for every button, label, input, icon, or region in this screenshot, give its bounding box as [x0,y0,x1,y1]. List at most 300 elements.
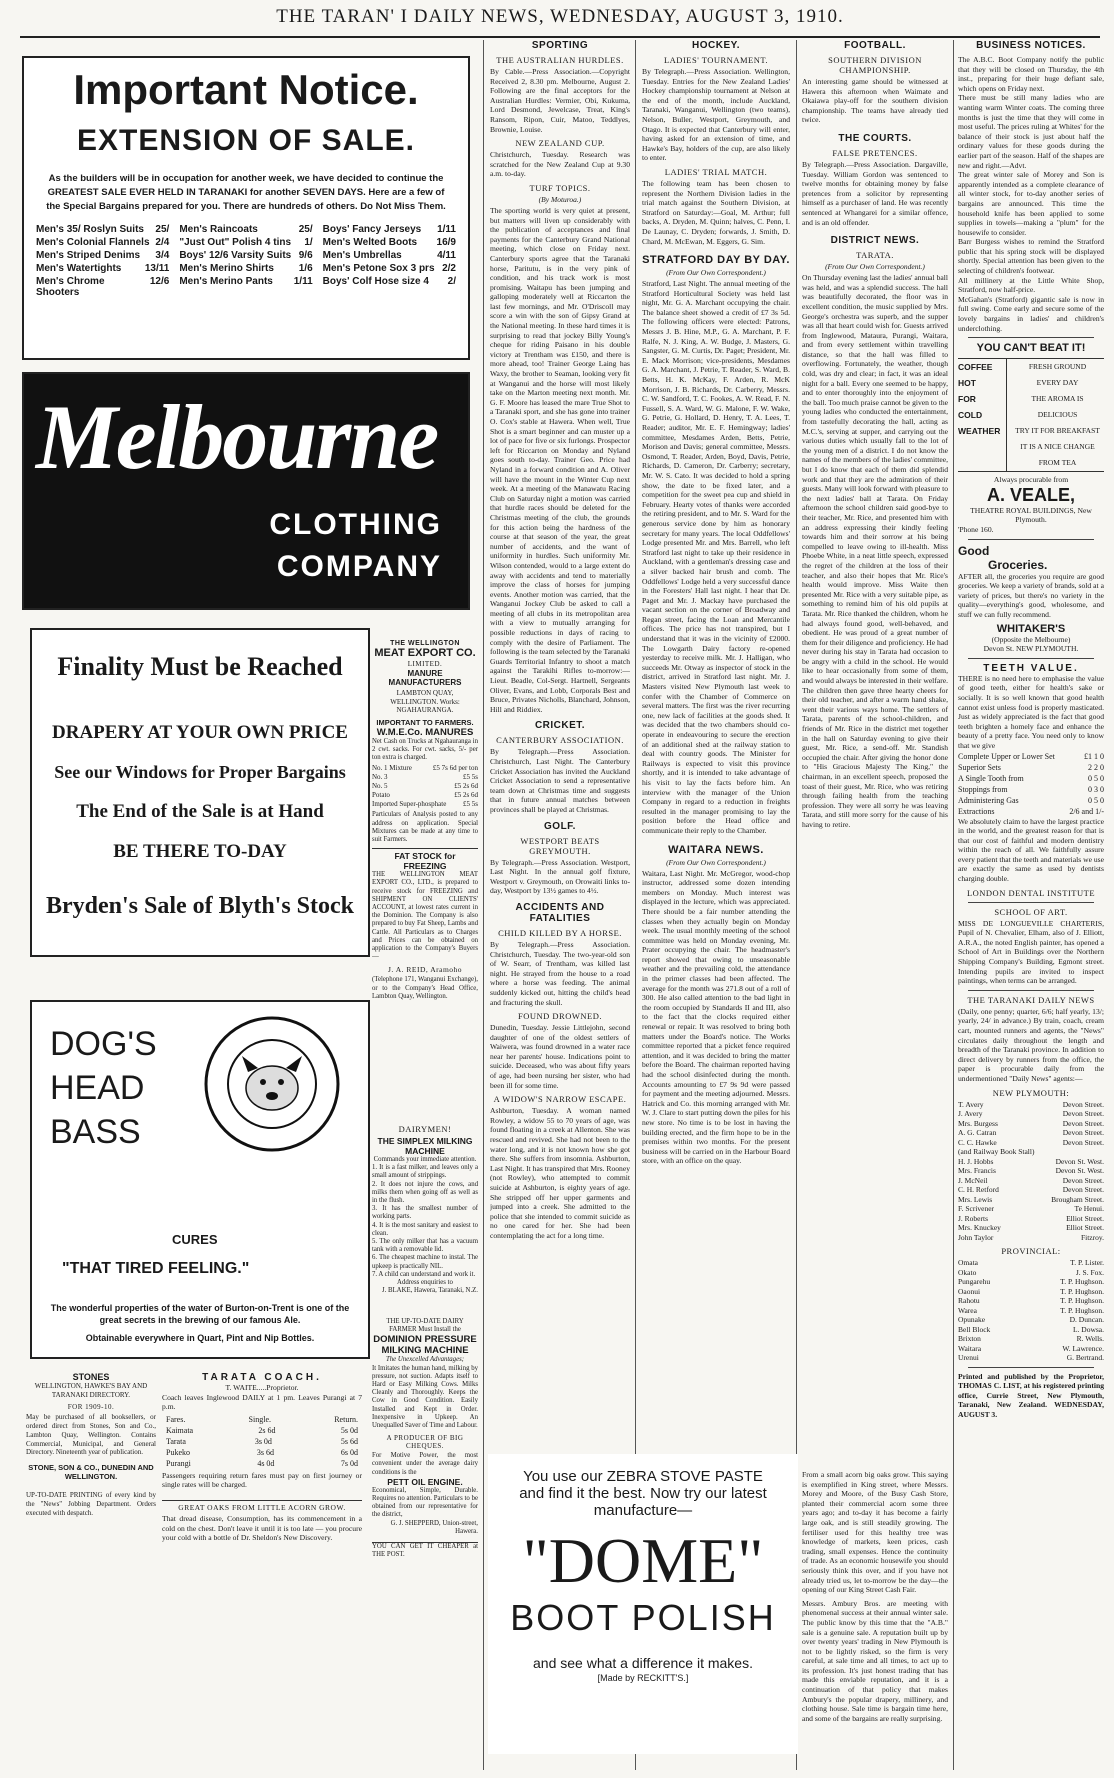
coffee-phrase: FRESH GROUND [1028,362,1087,372]
wme-row-name: No. 3 [372,773,388,782]
agent-location: Devon Street. [1062,1128,1104,1138]
agent-row [958,1296,1104,1306]
veale-name: A. VEALE, [986,484,1075,505]
agent-row [958,1119,1104,1129]
groceries-title: Groceries. [988,557,1048,572]
coffee-word: FOR [958,394,976,405]
byline: (From Our Own Correspondent.) [666,857,766,867]
headline: A WIDOW'S NARROW ESCAPE. [493,1094,627,1105]
article-body: By Telegraph.—Press Association. Christchurch, Last Night. The Canterbury Cricket Association has invited the Auckland Cricket Association to send a representative team down at Christmas time and suggests that in future annual matches between provinces shall be played at Christmas. [490,747,630,814]
dogs-line: BASS [50,1113,141,1151]
fare-cell: 7s 0d [340,1458,358,1468]
agent-row [958,1268,1104,1278]
simplex-agent: J. BLAKE, Hawera, Taranaki, N.Z. [381,1287,478,1295]
agent-location: Te Henui. [1074,1204,1104,1214]
article-body: An interesting game should be witnessed at Hawera this afternoon when Waimate and Okaiawa play-off for the southern division championship. The teams have already tied twice. [802,77,948,125]
dogs-cures: CURES [172,1232,218,1247]
agent-name: Warea [958,1305,977,1315]
groceries-body: AFTER all, the groceries you require are good groceries. We keep a variety of brands, sold at a variety of prices, but there's no variety in the quality—everything's good, wholesome, and stuff we can fully recommend. [958,571,1104,619]
dominion-foot: Economical, Simple, Durable. Requires no attention. Particulars to be obtained from our representative for the district, [372,1486,478,1519]
agent-row [958,1315,1104,1325]
agent-name: F. Scrivener [958,1204,995,1214]
section-business: BUSINESS NOTICES. [976,40,1086,51]
price-item [323,263,456,274]
veale-always: Always procurable from [993,475,1069,485]
agent-name: Okato [958,1267,977,1277]
headline: WESTPORT BEATS GREYMOUTH. [520,835,600,856]
wme-manure: MANURE MANUFACTURERS [388,669,462,687]
wme-farmers: IMPORTANT TO FARMERS. [376,717,474,727]
dome-made-by: [Made by RECKITT'S.] [597,1673,689,1683]
zebra-line3: manufacture— [593,1502,693,1519]
agent-name: J. McNeil [958,1175,988,1185]
price-list [36,224,456,298]
cheaper-post: YOU CAN GET IT CHEAPER at THE POST. [372,1543,478,1559]
melbourne-clothing-ad [22,372,470,610]
dairymen-title: DAIRYMEN! [398,1124,452,1134]
agent-location: Devon St. West. [1055,1166,1104,1176]
extension-sale-title: EXTENSION OF SALE. [76,124,416,157]
boot-polish-title: BOOT POLISH [510,1597,776,1638]
stones-title: STONES [72,1372,110,1382]
wme-fat-body: THE WELLINGTON MEAT EXPORT CO., LTD., is prepared to receive stock for FREEZING and SHIPMENT ON CLIENTS' ACCOUNT, at lowest rates current in the Dominion. The Company is also prepared to buy Fat Sheep, Lambs and Cattle. All Particulars as to Charges and Prices can be obtained on application to the Company's Buyers — [372,871,478,961]
veale-address: THEATRE ROYAL BUILDINGS, New Plymouth. [970,505,1092,525]
simplex-points [372,1164,478,1279]
price-item-name: Men's Watertights [36,263,122,274]
section-football: FOOTBALL. [844,40,906,51]
price-item [323,224,456,235]
section-district-news: DISTRICT NEWS. [830,235,920,247]
stones-year: FOR 1909-10. [67,1403,115,1412]
finality-line: The End of the Sale is at Hand [76,801,324,822]
price-item-value: 16/9 [436,237,456,248]
article-body: By Telegraph.—Press Association. Dargaville, Tuesday. William Gordon was sentenced to twelve months for obtaining money by false pretences from a solicitor by representing himself as a purchaser of land. He was recently sentenced at Whangarei for a similar offence, and is an old offender. [802,159,948,227]
coffee-word: COFFEE [958,362,993,373]
agent-location: G. Bertrand. [1066,1353,1104,1363]
agent-location: Devon Street. [1062,1118,1104,1128]
wme-note: Net Cash on Trucks at Ngahauranga in 2 cwt. sacks. For cwt. sacks, 5/- per ton extra is charged. [372,737,478,762]
finality-sale-ad [30,628,370,957]
article-body: The sporting world is very quiet at present, but matters will liven up considerably with the publication of acceptances and final payments for the Canterbury Grand National meeting, which close on Friday next. Canterbury sports agree that the Taranaki horse, Paritutu, is in the very pink of condition, and his track work is most promising. Waitapu has been jumping and galloping moderately well at Riccarton the last few mornings, and Mr. O'Driscoll may score a win with the son of Gipsy Grand at the National meeting. In these hard times it is surprising to read that jockey Billy Young's cheque for riding Paisano in his double victory at Trentham was £150, and there is more ahead, too! Trainer George Laing has Waxy, the brother to Seaman, looking very fit at Wanganui and the horse will most likely take on the Marton meeting next month. Mr. G. F. Moore has leased the mare True Shot to a Taranaki sport, and she has gone into trainer O. Cox's stable at Hawera. When well, True Shot is a smart beginner and can muster up a lot of pace for five or six furlongs. Prospector left for Riccarton on Monday and Nyland goes south to-day. Trainer Geo. Price had Nyland in a forward condition and A. Oliver will have the mount in the Winter Cup next week. At a meeting of the Manawatu Racing Club on Saturday night a motion was carried that hurdle races should be deleted for the Christmas meeting of the club, the grounds for this action being the hardness of the course at that season of the year, the great number of accidents, and the want of uniformity in hurdles. Such uniformity Mr. Wilson contended, would to a large extent do away with accidents and tend to materially improve the class of horses for jumping events. Another motion was carried, that the Wanganui Jockey Club be asked to call a meeting of all clubs in its metropolitan area with a view to mutually arranging for possible reductions in days of racing to comply with the desire of Parliament. The following is the team selected by the Taranaki Guards Territorial Infantry to shoot a match against the Tarakihi Rifles to-morrow:—Lieut. Beadle, Col-Sergt. Hartnell, Sergeants Oliver, Evans, and Lobb, Corporals Best and Bruce, Privates Nicholls, Blanchard, Johnson, Hill and Riddiex. [490,205,630,714]
notice: The A.B.C. Boot Company notify the public that they will be closed on Thursday, the 4th inst., preparing for their huge defiant sale, which opens on Friday next. [958,55,1104,93]
wme-row [372,800,478,809]
dominion-agent: G. J. SHEPPERD, Union-street, Hawera. [390,1519,478,1535]
agent-row [958,1325,1104,1335]
cant-beat-title: YOU CAN'T BEAT IT! [976,342,1086,355]
agent-row [958,1334,1104,1344]
article-body: From a small acorn big oaks grow. This saying is exemplified in King street, where Messrs. Morey and Moore, of the Busy Cash Store, planted their commercial acorn some three years ago; and to-day it has become a fairly large oak, and is still steadily growing. The fertiliser used for this healthy tree was knowledge of markets, keen prices, cash trading, small expenses. Hence the continuity of trade. As an economic housewife you should seriously think this over, and if you have not already tried us, let to-morrow be the day—the opening of our King Street Cash Fair. [802,1470,948,1595]
price-item-name: "Just Out" Polish 4 tins [179,237,292,248]
price-item-name: Men's 35/ Roslyn Suits [36,224,144,235]
fare-cell: 6s 0d [340,1447,358,1457]
price-item-name: Men's Merino Shirts [179,263,274,274]
price-item-value: 12/6 [149,276,170,287]
article-body: Stratford, Last Night. The annual meeting of the Stratford Horticultural Society was held last night, Mr. G. A. Marchant occupying the chair. The balance sheet showed a credit of £7 3s 5d. The following officers were elected: Patrons, Messrs J. B. Hine, M.P., G. A. Marchant, P. F. Ralfe, N. J. King, A. W. Budge, J. Masters, G. Sangster, G. M. Curtis, Dr. Paget; President, Mr. E. Mack Morrison; vice-presidents, Mesdames G. A. Marchant, J. Petrie, T. Reader, S. Ward, B. Betts, H. K. McKay, F. Arden, R. McK Morrison, J. B. Richards, Dr. Carberry, Messrs. C. W. Sandford, T. C. Fookes, A. W. Read, F. N. Fussell, S. A. Ward, W. G. Malone, F. W. Wake, G. Petrie, G. Hollard, D. Henry, T. A. Lees, T. Reader; auditor, Mr. E. F. Hemingway; ladies' committee, Mesdames Arden, Betts, Petrie, Morison and Davis; general committee, Messrs. Osmond, T. Reader, Arden, Boyd, Davis, Petrie, Richards, D. Cameron, Dr. Carberry; secretary, Mr. W. S. Cato. It was decided to hold a spring show, the date to be fixed later, and a competition for the sweet pea cup and shield in February. Hearty votes of thanks were accorded the retiring president, and to Mr. S. Ward for the generous service done by him as honorary secretary for many years. The local Oddfellows' Lodge presented Mr. and Mrs. Barrell, who left Stratford last night to take up their residence in Auckland, with a gentleman's dressing case and a silver backed hair brush and comb. The Oddfellows' Lodge held a very successful dance in the Foresters' Hall last night. I hear that Dr. Paget and Mr. J. Mackay have purchased the vacant section on the corner of Broadway and Regan street, facing the Loan and Mercantile offices. The price has not transpired, but I understand that it was in the vicinity of £2000. The Lowgarth Dairy factory re-opened yesterday to receive milk. Mr. J. Halligan, who succeeds Mr. Otway as inspector of stock in the district, arrived in Stratford last night. Mr. J. Masters visited New Plymouth last week to confer with the Chamber of Commerce on several matters. The first was the river recurring one, new lack of facilities at the goods shed. It was decided that the two chambers should co-operate in endeavouring to secure the erection of an additional shed at the railway station to deal with country goods. The Minister for Railways is expected to visit this province shortly, and it is intended to take advantage of his visit to lay the facts before him. An interview with the manager of the Union Company in regard to a reduction in freights resulted in the manager promising to lay the position before the Head office and communicate their reply to the Chamber. [642,279,790,835]
teeth-body: THERE is no need here to emphasise the value of good teeth, either for health's sake or socially. It is so well known that good health cannot exist unless food is properly masticated. Just as widely appreciated is the fact that good teeth brighten a homely face and enhance the beauty of a pretty face. You need only to know that we give [958,673,1104,750]
simplex-point: 4. It is the most sanitary and easiest to clean. [372,1221,478,1237]
wme-buyer: J. A. REID, Aramoho [387,965,463,975]
headline: LADIES' TOURNAMENT. [663,55,769,65]
fare-row [166,1436,358,1447]
veale-phone: 'Phone 160. [958,525,994,534]
section-courts: THE COURTS. [838,132,912,144]
wme-tel: (Telephone 171, Wanganui Exchange), or to the Company's Head Office, Lambton Quay, Wellington. [372,976,478,1000]
price-item [323,276,456,298]
headline: NEW ZEALAND CUP. [515,138,605,149]
fare-row [166,1458,358,1469]
section-accidents: ACCIDENTS AND FATALITIES [515,901,605,924]
provincial-head: PROVINCIAL: [1001,1246,1061,1257]
teeth-row [958,762,1104,773]
fare-cell: 5s 6d [340,1436,358,1446]
school-of-art: SCHOOL OF ART. [994,906,1068,917]
teeth-row-name: Stoppings from [958,784,1008,794]
greatoaks-title: GREAT OAKS FROM LITTLE ACORN GROW. [162,1500,362,1512]
agent-row [958,1157,1104,1167]
school-of-art-body: MISS DE LONGUEVILLE CHARTERIS, Pupil of N. Chevalier, Elham, also of J. Elliott, A.R.A., the noted English painter, has opened a School of Art in Buildings over the Northern Shipping Company's Building, Egmont street. Intending pupils are invited to inspect paintings, when terms can be arranged. [958,918,1104,986]
price-item [179,263,312,274]
simplex-point: 6. The cheapest machine to instal. The upkeep is practically NIL. [372,1254,478,1270]
dominion-milking-ad [372,1318,478,1758]
agent-row [958,1185,1104,1195]
coffee-phrase: TRY IT FOR BREAKFAST [1015,426,1100,436]
price-item-name: Men's Raincoats [179,224,258,235]
article-body: Ashburton, Tuesday. A woman named Rowley, a widow 55 to 70 years of age, was found floating in a creek at Allenton. She was rescued and revived. She had not been to the water long, and it is not known how she got there. She suffers from insomnia. Ashburton, Last Night. It has transpired that Mrs. Rooney (not Rowley), who attempted to commit suicide at Ashburton, is eighty years of age. She stripped off her upper garments and jumped into a creek. She admitted to the police that she intended to commit suicide as no one cared for her. She had been contemplating the act for a long time. [490,1106,630,1240]
section-hockey: HOCKEY. [692,40,740,51]
simplex-milking-ad [372,1120,478,1310]
agent-name: Pungarehu [958,1277,991,1287]
teeth-row [958,795,1104,806]
provincial-agents [958,1258,1104,1363]
price-item-name: Men's Colonial Flannels [36,237,150,248]
teeth-row-name: Extractions [958,806,995,816]
fare-cell: 2s 6d [258,1425,276,1435]
dogs-head-logo [202,1014,342,1154]
column-rule [483,40,484,1770]
wme-row-name: Imported Super-phosphate [372,800,447,809]
coffee-word: COLD [958,410,983,421]
dogs-line: HEAD [50,1069,145,1107]
teeth-row-name: A Single Tooth from [958,773,1024,783]
headline: TURF TOPICS. [529,182,591,193]
finality-line: Finality Must be Reached [57,652,343,681]
teeth-row [958,751,1104,762]
teeth-row-price: 0 5 0 [1088,773,1104,783]
dominion-oil: For Motive Power, the most convenient under the average dairy conditions is the [372,1452,478,1476]
teeth-title: TEETH VALUE. [983,662,1079,674]
price-item [36,237,169,248]
notice: The great winter sale of Morey and Son is apparently intended as a complete clearance of all winter stock, for to-day another series of bargains are announced. This time the household knife has been applied to some supplies in towels—making a "plum" for the housewife to consider. [958,170,1104,237]
headline: SOUTHERN DIVISION CHAMPIONSHIP. [828,55,922,75]
article-body: By Cable.—Press Association.—Copyright Received 2, 8.30 pm. Melbourne, August 2. Following are the final acceptors for the Australian Hurdles: Vermier, Obi, Kukuma, Lord Desmond, Jewelcase, Treat, King's Ransom, Ripon, Cuir, Matoo, Teddlyes, Brownie, Louise. [490,67,630,134]
tarata-coach-ad [162,1372,362,1768]
teeth-foot: We absolutely claim to have the largest practice in the world, and the greatest reason for that is that our cost of faithful and modern dentistry within the reach of all. We faithfully assure every patient that the teeth and materials we use are exactly the same as used by dentists charging double. [958,816,1104,884]
agent-location: Elliot Street. [1066,1213,1104,1223]
agent-location: T. P. Hughson. [1060,1277,1104,1287]
melbourne-clothing: CLOTHING [269,508,442,541]
agent-row [958,1109,1104,1119]
dogs-tired: "THAT TIRED FEELING." [62,1260,250,1277]
dome-title: "DOME" [522,1525,764,1596]
agent-name: John Taylor [958,1232,994,1242]
wme-foot: Particulars of Analysis posted to any address on application. Special Mixtures can be made at any time to suit Farmers. [372,811,478,843]
good-title: Good [958,543,990,558]
price-item [179,276,312,298]
price-item-value: 9/6 [298,250,313,261]
headline: TARATA. [856,250,894,261]
agent-name: (and Railway Book Stall) [958,1147,1035,1157]
london-dental: LONDON DENTAL INSTITUTE [966,887,1096,898]
whitaker-name: WHITAKER'S [996,622,1066,635]
agent-name: Rahotu [958,1296,980,1306]
important-notice-ad [22,56,470,360]
agent-location: Devon Street. [1062,1099,1104,1109]
wellington-meat-export-ad [372,640,478,1100]
agent-name: Bell Block [958,1324,991,1334]
teeth-row [958,806,1104,817]
agent-location: D. Duncan. [1069,1315,1104,1325]
price-item-value: 1/11 [293,276,313,287]
price-item-value: 25/ [298,224,313,235]
price-item [36,250,169,261]
wme-row-price: £5 7s 6d per ton [432,764,478,773]
fare-cell: Tarata [166,1436,186,1446]
simplex-point: 5. The only milker that has a vacuum tank with a removable lid. [372,1238,478,1254]
dome-boot-polish-ad [488,1454,798,1754]
teeth-price-rows [958,751,1104,817]
agent-location: Brougham Street. [1051,1194,1104,1204]
price-item-name: Men's Merino Pants [179,276,273,287]
simplex-point: 1. It is a fast milker, and leaves only a small amount of strippings. [372,1164,478,1180]
stones-sub: WELLINGTON, HAWKE'S BAY AND TARANAKI DIRECTORY. [34,1382,148,1399]
simplex-address: Address enquiries to [397,1279,453,1287]
agent-location: Fitzroy. [1080,1232,1104,1242]
zebra-line1: You use our ZEBRA STOVE PASTE [523,1468,763,1485]
dominion-engine: PETT OIL ENGINE. [387,1476,463,1487]
dogs-head-bass-ad [30,1000,370,1359]
price-item-value: 3/4 [155,250,170,261]
agent-name: Mrs. Knuckey [958,1223,1001,1233]
coffee-word: HOT [958,378,976,389]
wme-row-price: £5 2s 6d [454,791,478,800]
price-item-value: 1/11 [437,224,456,235]
agent-name: Mrs. Burgess [958,1118,998,1128]
notice: Barr Burgess wishes to remind the Stratford public that his spring stock will be displayed shortly. Special attention has been given to the selecting of children's footwear. [958,237,1104,276]
finality-line: Bryden's Sale of Blyth's Stock [45,893,355,919]
wme-row-name: No. 5 [372,782,388,791]
article-body: Christchurch, Tuesday. Research was scratched for the New Zealand Cup at 9.30 a.m. to-day. [490,150,630,179]
finality-line: See our Windows for Proper Bargains [54,762,346,782]
agent-name: C. C. Hawke [958,1137,997,1147]
price-item [36,224,169,235]
taranaki-daily-news-body: (Daily, one penny; quarter, 6/6; half yearly, 13/; yearly, 24/ in advance.) By train, coach, cream cart, mounted runners and agents, the "News" circulates daily throughout the length and breadth of the Taranaki province. In addition to direct delivery by runners from the office, the paper is procurable daily from the undermentioned "Daily News" agents:— [958,1006,1104,1083]
agent-row [958,1176,1104,1186]
headline-waitara: WAITARA NEWS. [668,843,764,856]
agent-row [958,1128,1104,1138]
dominion-head: DOMINION PRESSURE MILKING MACHINE [373,1334,477,1357]
simplex-intro: Commands your immediate attention. [373,1156,477,1163]
price-item-name: Boys' Fancy Jerseys [322,224,422,235]
coffee-phrase: EVERY DAY [1036,378,1079,388]
agent-row [958,1353,1104,1363]
price-item-value: 1/ [304,237,313,248]
dog-head-icon [202,1014,342,1154]
agent-name: J. Roberts [958,1213,988,1223]
notice: McGahan's (Stratford) gigantic sale is now in full swing. Come early and secure some of the lovely bargains in ladies' and children's underclothing. [958,294,1104,333]
stones-directory-ad [26,1372,156,1768]
whitaker-sub: (Opposite the Melbourne) [991,634,1071,644]
article-body: Waitara, Last Night. Mr. McGregor, wood-chop instructor, addressed some dozen intending members on Monday. Much interest was displayed in the lecture, which was appreciated. There should be a fair number attending the classes when they actually begin on Monday week. The usual monthly meeting of the school committee was held on Monday evening, Mr. Prater occupying the chair. The headmaster's report showed that owing to unseasonable weather and the prevailing cold, the attendance in the primer classes had been affected. The average for the month was 271.8 out of a roll of 300. He also called attention to the bad light in the room occupied by Standards II and III, also to the fact that the clocks required either renewal or repair. It was resolved to bring both matters under the Board's notice. The Works committee reported that a picket fence required attention, and it was decided to bring the matter before the Board. The chairman reported having had the school disinfected during the month. Accounts amounting to £7 9s 9d were passed for payment and the meeting adjourned. Messrs. Hatrick and Co. this morning arranged with Mr. W. J. Clare to start putting down the piles for his new store. No time is to be lost in having the building erected, and the firm hope to be in the premises within two months. For the present business will be carried on in the Harbour Board store, with an office on the quay. [642,868,790,1166]
price-item-name: Men's Umbrellas [322,250,402,261]
tarata-title: TARATA COACH. [202,1372,322,1383]
dogs-line: DOG'S [50,1025,157,1063]
finality-lines [32,652,368,920]
stones-body: May be purchased of all booksellers, or ordered direct from Stones, Son and Co., Lambton Quay, Wellington. Contains Commercial, Municipal, and General Directory. Nineteenth year of publication. [26,1413,156,1457]
dominion-cheques: A PRODUCER OF BIG CHEQUES. [386,1434,464,1451]
fare-header-cell: Return. [334,1414,358,1424]
price-item-value: 4/11 [437,250,456,261]
stones-footer: STONE, SON & CO., DUNEDIN AND WELLINGTON. [28,1463,154,1482]
agent-location: L. Dowsa. [1072,1324,1104,1334]
tarata-body: Coach leaves Inglewood DAILY at 1 pm. Leaves Purangi at 7 p.m. [162,1392,362,1412]
price-item-value: 13/11 [144,263,170,274]
agent-row [958,1214,1104,1224]
notice: There must be still many ladies who are wanting warm Winter coats. The coming three months is just the time that they will come in most useful. The prices ruling at Whites' for the balance of their stock is just about half the ordinary values for these goods during the earlier part of the season. Half of the shapes are new and right.—Advt. [958,93,1104,170]
article-body: The following team has been chosen to represent the Northern Division ladies in the trial match against the Southern Division, at Stratford on Saturday:—Goal, M. Arthur; full backs, A. Dryden, M. Quinn; halves, C. Penn, I. De Launay, C. Dryden; forwards, J. Smith, D. Chard, M. McEwan, M. Eggers, G. Sim. [642,178,790,246]
article-body: On Thursday evening last the ladies' annual ball was held, and was a splendid success. The hall was beautifully decorated, the floor was in excellent condition, the music supplied by Mrs. George's orchestra was superb, and the supper was all that heart could wish for. Guests arrived from Inglewood, Mataura, Purangi, Waitara, and from every settlement within travelling distance, so that the hall was filled to overflowing. Fortunately, the weather, though cold, was dry and clear; in fact, it was an ideal night for a ball. Every one seemed to be happy, and to enter thoroughly into the enjoyment of the ball. Too much praise cannot be given to the young ladies who conducted the entertainment, from tastefully decorating the hall, acting as M.C.'s, serving at supper, and carrying out the various duties which usually fall to the lot of the young men of a district. I do not know the names of the members of the ladies' committee, but I do know that each of them did splendid work and that they are the admiration of their guests. Many will look forward with pleasure to the next ladies' ball at Tarata. On Friday afternoon the school children said good-bye to their teacher, Mr. Rice, and presented him with an address expressing their kindly feeling towards him and their sorrow at his being compelled to leave owing to ill-health. Miss Phoebe White, in a neat little speech, expressed the regret of the children at the loss of their teacher, and also their hopes that Mr. Rice's health would improve. Miss Waite then presented Mr. Rice with a very suitable pipe, as something to remind him of his old pupils at Tarata. Mr. Rice thanked the children, whom he had always found good, well-behaved, and obedient. He was proud of a great number of them for their diligence and proficiency. He had never during his stay in Tarata had occasion to be angry with a child in the school. He would like to hear occasionally from some of them, and would always be interested in their welfare. The children then gave three hearty cheers for their old teacher, and after a warm hand shake, went their various ways home. The settlers of Tarata, parents of the school-children, and friends of Mr. Rice in the district met together in the hall on Saturday evening to give their guest, Mr. Rice, a send-off. Mr. Standish occupied the chair. After giving the honor done to "His Gracious Majesty The King," the chairman, in an excellent speech, proposed the toast of their guest, Mr. Rice, who was retiring through failing health from the teaching profession. They were all sorry he was leaving Tarata, and still more sorry for the cause of his having to retire. [802,273,948,829]
fare-cell: 4s 0d [257,1458,275,1468]
price-item [323,237,456,248]
price-item-value: 2/ [447,276,456,287]
agent-name: Omata [958,1258,978,1268]
dominion-sub: The Unexcelled Advantages; [385,1356,464,1364]
teeth-row-price: £1 1 0 [1084,751,1104,761]
fare-cell: 3s 6d [256,1447,274,1457]
agent-row [958,1195,1104,1205]
agent-row [958,1277,1104,1287]
article-body: Dunedin, Tuesday. Jessie Littlejohn, second daughter of one of the oldest settlers of Waiwera, was found drowned in a water race near her parents' house. Indications point to suicide. Deceased, who was about fifty years of age, had been nursing her sister, who had been ill for some time. [490,1023,630,1090]
tarata-note: Passengers requiring return fares must pay on first journey or single rates will be charged. [162,1470,362,1490]
agent-location: Elliot Street. [1066,1223,1104,1233]
agent-location: T. P. Hughson. [1060,1305,1104,1315]
wme-row [372,764,478,773]
article-body: By Telegraph.—Press Association. Christchurch, Tuesday. The two-year-old son of W. Searr, of Trentham, was killed last night. He strayed from the house to a road where a horse was feeding. The animal suddenly kicked out, hitting the child's head and fracturing the skull. [490,939,630,1007]
fare-cell: Kaimata [166,1425,194,1435]
teeth-row [958,784,1104,795]
price-item-value: 2/4 [155,237,170,248]
agent-row [958,1138,1104,1148]
wme-row [372,782,478,791]
column-rule [953,40,954,1770]
agent-name: H. J. Hobbs [958,1156,994,1166]
fare-row [166,1425,358,1436]
agent-location: Devon Street. [1062,1109,1104,1119]
dogs-body2: Obtainable everywhere in Quart, Pint and Nip Bottles. [85,1333,315,1343]
teeth-row-name: Administering Gas [958,795,1019,805]
agent-row [958,1287,1104,1297]
simplex-point: 3. It has the smallest number of working parts. [372,1205,478,1221]
new-plymouth-head: NEW PLYMOUTH: [992,1087,1070,1098]
wme-row-price: £5 5s [463,773,478,782]
important-notice-title: Important Notice. [73,66,419,113]
new-plymouth-agents [958,1100,1104,1243]
agent-row [958,1258,1104,1268]
simplex-head: THE SIMPLEX MILKING MACHINE [377,1136,473,1156]
wme-brand: W.M.E.Co. MANURES [376,726,474,738]
football-column [802,40,948,1120]
fare-cell: 5s 0d [340,1425,358,1435]
whitaker-address: Devon St. NEW PLYMOUTH. [983,644,1079,654]
article-body: Messrs. Ambury Bros. are meeting with phenomenal success at their annual winter sale. The public know by this time that the "A.B." sale is a genuine sale. A reputation built up by over twenty years' trading in New Plymouth is not to be lightly risked, so the firm is very careful, at sale time and all times, to act up to its profession. It's just honest trading that has made this enviable reputation, and it is a continuation of that policy that makes Ambury's the popular drapery, millinery, and clothing house. Sale time is bargain time here, and some of the bargains are really surprising. [802,1598,948,1723]
agent-row [958,1344,1104,1354]
price-item-name: Men's Petone Sox 3 prs [322,263,435,274]
price-item-name: Boys' Colf Hose size 4 [322,276,429,287]
agent-name: Brixton [958,1334,981,1344]
agent-name: Urenui [958,1353,979,1363]
headline: CANTERBURY ASSOCIATION. [496,735,624,746]
simplex-point: 2. It does not injure the cows, and milks them when going off as well as in the flush. [372,1180,478,1205]
wme-row-name: Potato [372,791,390,800]
dominion-pre: THE UP-TO-DATE DAIRY FARMER Must Install the [386,1318,464,1334]
wme-limited: LIMITED. [407,660,443,668]
wme-head2: MEAT EXPORT CO. [374,647,476,659]
section-sporting: SPORTING [531,40,589,51]
business-column [958,40,1104,1770]
melbourne-script: Melbourne [36,386,438,488]
agent-name: Mrs. Lewis [958,1194,993,1204]
teeth-row-price: 2/6 and 1/- [1069,806,1104,816]
price-item [179,237,312,248]
agent-location: Devon St. West. [1055,1156,1104,1166]
section-golf: GOLF. [544,820,576,832]
fare-header-cell: Fares. [166,1414,186,1424]
price-item [179,224,312,235]
agent-location: T. P. Hughson. [1060,1296,1104,1306]
price-item-name: Men's Welted Boots [322,237,418,248]
teeth-row-price: 0 5 0 [1088,795,1104,805]
agent-location: J. S. Fox. [1075,1267,1104,1277]
coffee-ad [958,358,1104,472]
teeth-row-name: Superior Sets [958,762,1001,772]
agent-name: Waitara [958,1343,982,1353]
agent-location: Devon Street. [1062,1175,1104,1185]
uptodate-printing: UP-TO-DATE PRINTING of every kind by the "News" Jobbing Department. Orders executed with despatch. [26,1491,156,1517]
coffee-left [958,359,1007,471]
agent-row [958,1204,1104,1214]
dogs-body1: The wonderful properties of the water of Burton-on-Trent is one of the great secrets in the brewing of our famous Ale. [50,1303,350,1325]
price-item [323,250,456,261]
byline: (From Our Own Correspondent.) [666,268,766,278]
finality-line: BE THERE TO-DAY [113,841,287,862]
wme-head1: THE WELLINGTON [390,640,460,647]
fare-row [166,1447,358,1458]
agent-name: T. Avery [958,1099,984,1109]
wme-fat-stock: FAT STOCK for FREEZING [372,848,478,871]
melbourne-company: COMPANY [276,550,442,583]
agent-row [958,1147,1104,1157]
headline: CHILD KILLED BY A HORSE. [498,927,622,938]
price-item [179,250,312,261]
tarata-prop: T. WAITE.....Proprietor. [225,1383,299,1392]
taranaki-daily-news-title: THE TARANAKI DAILY NEWS [967,994,1095,1005]
agent-row [958,1100,1104,1110]
wme-row-price: £5 5s [463,800,478,809]
headline: THE AUSTRALIAN HURDLES. [496,55,624,65]
dome-difference: and see what a difference it makes. [533,1655,753,1671]
article-body: By Telegraph.—Press Association. Wellington, Tuesday. Entries for the New Zealand Ladies' Hockey championship tournament at Nelson at the end of the month, include Auckland, Taranaki, Wanganui, Wellington (two teams), Nelson, Buller, Westport, Greymouth, and Otago. It is expected that Canterbury will enter, having asked for an extension of time, and Hawke's Bay, holders of the cup, are also likely to enter. [642,67,790,163]
price-item [36,276,169,298]
agent-name: J. Avery [958,1109,983,1119]
